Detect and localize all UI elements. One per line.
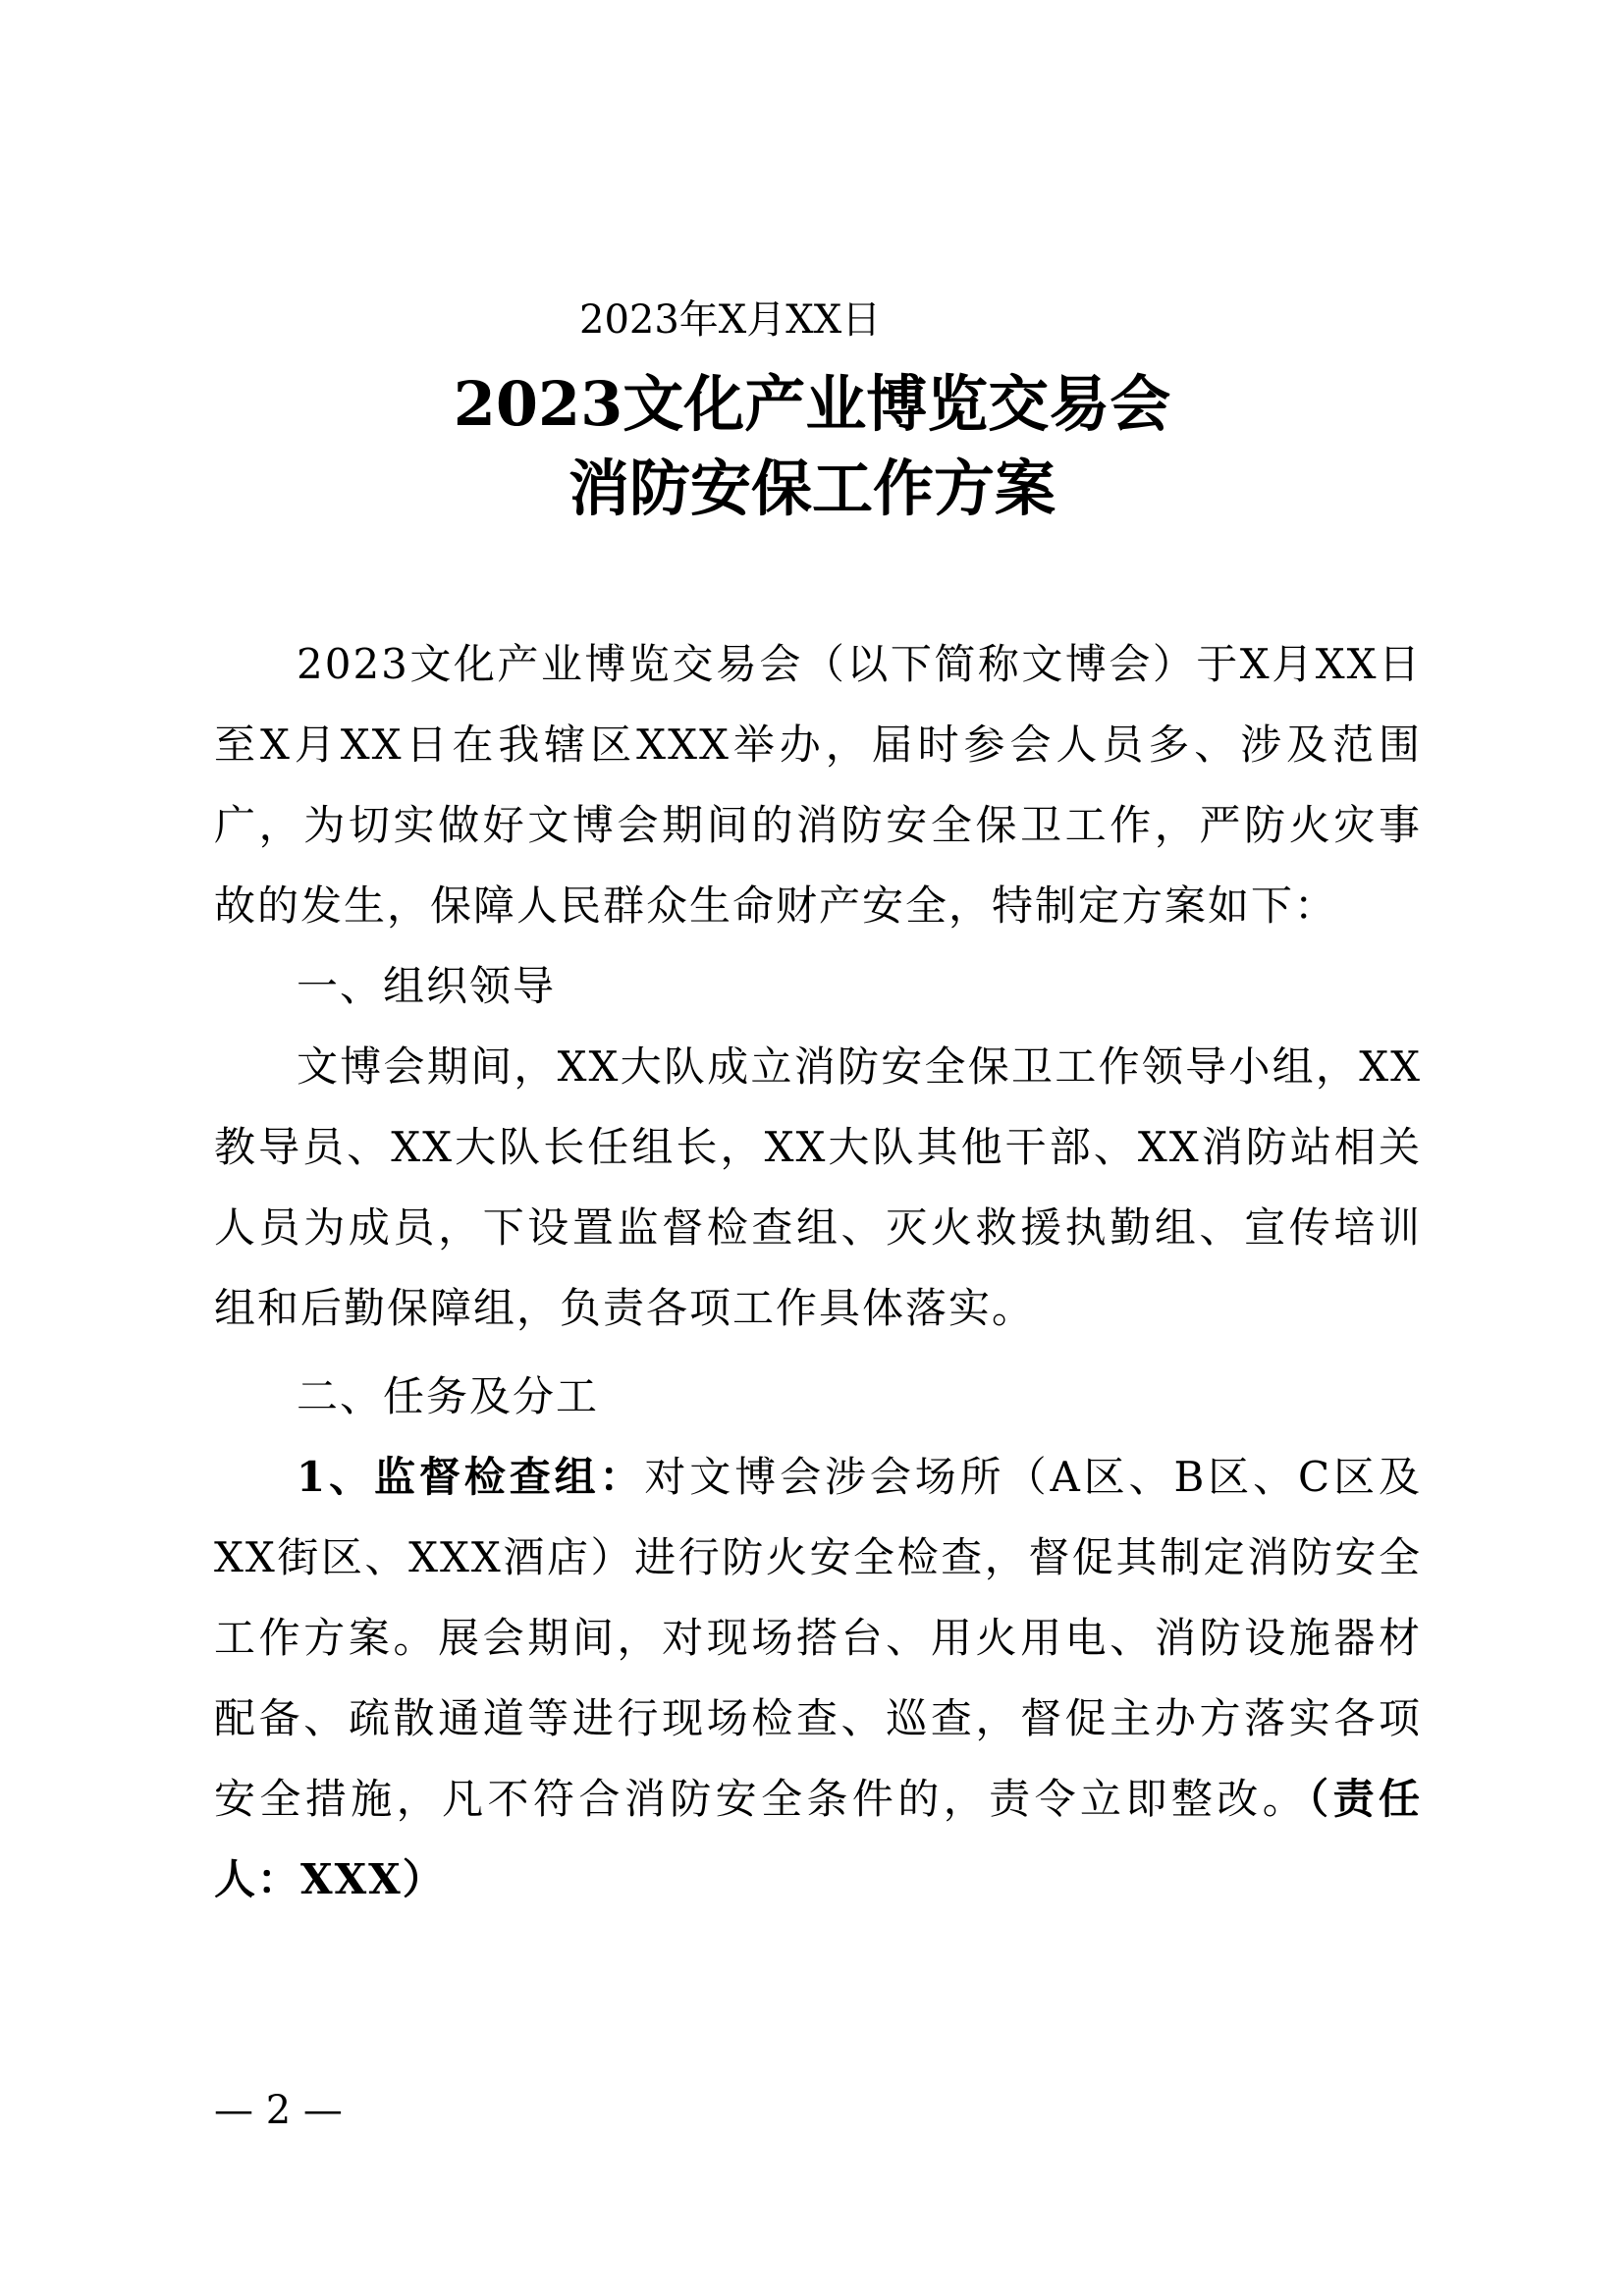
- intro-paragraph: 2023文化产业博览交易会（以下简称文博会）于X月XX日至X月XX日在我辖区XXX举办，届时参会人员多、涉及范围广，为切实做好文博会期间的消防安全保卫工作，严防火灾事故的发生，保障人民群众生命财产安全，特制定方案如下：: [214, 640, 1422, 930]
- document-title: 2023文化产业博览交易会: [453, 368, 1171, 440]
- section-heading-tasks: 二、任务及分工: [297, 1372, 600, 1420]
- section-heading-organization: 一、组织领导: [297, 962, 557, 1010]
- document-subtitle: 消防安保工作方案: [568, 453, 1056, 524]
- document-body: [214, 624, 1422, 1920]
- responsible-person: （责任人：XXX）: [214, 1775, 1422, 1903]
- task-item-body: 对文博会涉会场所（A区、B区、C区及XX街区、XXX酒店）进行防火安全检查，督促其制定消防安全工作方案。展会期间，对现场搭台、用火用电、消防设施器材配备、疏散通道等进行现场检查、巡查，督促主办方落实各项安全措施，凡不符合消防安全条件的，责令立即整改。: [214, 1453, 1422, 1823]
- organization-paragraph: 文博会期间，XX大队成立消防安全保卫工作领导小组，XX教导员、XX大队长任组长，XX大队其他干部、XX消防站相关人员为成员，下设置监督检查组、灭火救援执勤组、宣传培训组和后勤保障组，负责各项工作具体落实。: [214, 1042, 1422, 1332]
- page-number: — 2 —: [214, 2088, 343, 2133]
- task-item-label: 1、监督检查组：: [297, 1453, 645, 1501]
- section-gap: [214, 1349, 1422, 1357]
- task-item-supervision: [214, 1437, 1422, 1920]
- date-line: 2023年X月XX日: [579, 297, 882, 343]
